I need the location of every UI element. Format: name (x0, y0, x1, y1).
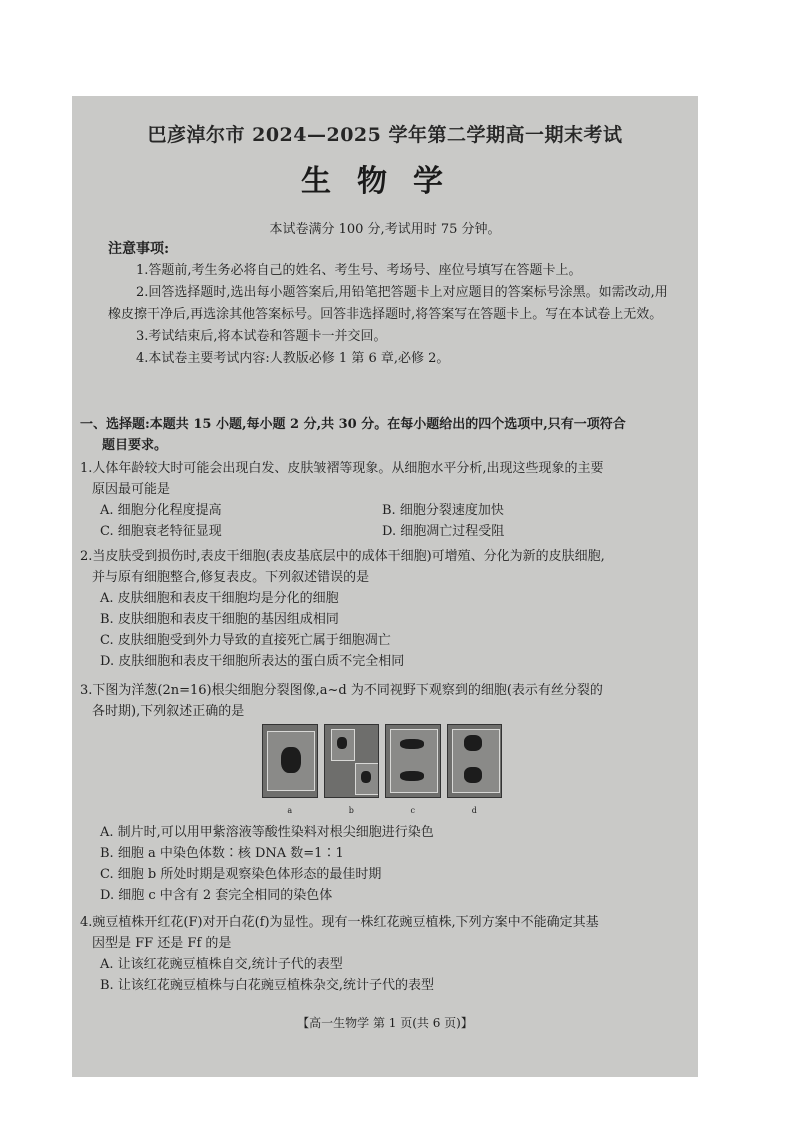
section-line-1: 一、选择题:本题共 15 小题,每小题 2 分,共 30 分。在每小题给出的四个选项中,只有一项符合 (80, 417, 626, 432)
micrograph-labels (262, 806, 502, 815)
question-1 (80, 458, 690, 542)
question-3 (80, 680, 690, 722)
exam-title: 巴彦淖尔市 2024—2025 学年第二学期高一期末考试 (147, 124, 623, 146)
option-a: A. 细胞分化程度提高 (100, 503, 222, 518)
option-d: D. 细胞凋亡过程受阻 (382, 524, 505, 539)
micrograph-b (324, 724, 380, 798)
micrograph-label: c (410, 806, 415, 815)
question-stem: 2.当皮肤受到损伤时,表皮干细胞(表皮基底层中的成体干细胞)可增殖、分化为新的皮肤细胞, (80, 549, 605, 564)
options (80, 954, 690, 996)
option-b: B. 细胞 a 中染色体数∶核 DNA 数=1∶1 (100, 846, 344, 861)
micrograph-label: a (287, 806, 293, 815)
options (80, 500, 690, 542)
notice-item: 2.回答选择题时,选出每小题答案后,用铅笔把答题卡上对应题目的答案标号涂黑。如需改动,用橡皮擦干净后,再选涂其他答案标号。回答非选择题时,将答案写在答题卡上。写在本试卷上无效。 (108, 285, 668, 322)
option-a: A. 皮肤细胞和表皮干细胞均是分化的细胞 (100, 591, 339, 606)
question-stem: 3.下图为洋葱(2n=16)根尖细胞分裂图像,a~d 为不同视野下观察到的细胞(表示有丝分裂的 (80, 683, 603, 698)
exam-sheet (72, 96, 698, 1077)
question-stem: 4.豌豆植株开红花(F)对开白花(f)为显性。现有一株红花豌豆植株,下列方案中不能确定其基 (80, 915, 599, 930)
page-footer: 【高一生物学 第 1 页(共 6 页)】 (297, 1016, 473, 1030)
option-d: D. 皮肤细胞和表皮干细胞所表达的蛋白质不完全相同 (100, 654, 405, 669)
option-b: B. 皮肤细胞和表皮干细胞的基因组成相同 (100, 612, 339, 627)
question-stem-cont: 各时期),下列叙述正确的是 (92, 704, 245, 719)
question-stem: 1.人体年龄较大时可能会出现白发、皮肤皱褶等现象。从细胞水平分析,出现这些现象的主要 (80, 461, 604, 476)
section-heading (80, 414, 690, 456)
notice-item: 4.本试卷主要考试内容:人教版必修 1 第 6 章,必修 2。 (136, 351, 450, 366)
notice-heading: 注意事项: (108, 241, 170, 257)
micrograph-d (447, 724, 503, 798)
option-d: D. 细胞 c 中含有 2 套完全相同的染色体 (100, 888, 333, 903)
subject-title: 生物学 (301, 164, 469, 199)
micrograph-c (385, 724, 441, 798)
section-line-2: 题目要求。 (102, 438, 168, 453)
notice-list (108, 260, 678, 370)
notice-item: 3.考试结束后,将本试卷和答题卡一并交回。 (136, 329, 387, 344)
option-a: A. 制片时,可以用甲紫溶液等酸性染料对根尖细胞进行染色 (100, 825, 434, 840)
option-c: C. 皮肤细胞受到外力导致的直接死亡属于细胞凋亡 (100, 633, 391, 648)
question-4 (80, 912, 690, 996)
option-a: A. 让该红花豌豆植株自交,统计子代的表型 (100, 957, 343, 972)
question-stem-cont: 并与原有细胞整合,修复表皮。下列叙述错误的是 (92, 570, 370, 585)
exam-info: 本试卷满分 100 分,考试用时 75 分钟。 (269, 222, 501, 237)
micrograph-label: b (348, 806, 354, 815)
micrograph-a (262, 724, 318, 798)
options (80, 588, 690, 672)
question-2 (80, 546, 690, 672)
question-3-options (80, 822, 690, 906)
notice-item: 1.答题前,考生务必将自己的姓名、考生号、考场号、座位号填写在答题卡上。 (136, 263, 582, 278)
options (80, 822, 690, 906)
question-stem-cont: 原因最可能是 (92, 482, 171, 497)
micrograph-panel (262, 724, 502, 804)
question-stem-cont: 因型是 FF 还是 Ff 的是 (92, 936, 232, 951)
option-c: C. 细胞衰老特征显现 (100, 524, 222, 539)
option-b: B. 细胞分裂速度加快 (382, 503, 504, 518)
option-c: C. 细胞 b 所处时期是观察染色体形态的最佳时期 (100, 867, 382, 882)
micrograph-label: d (471, 806, 477, 815)
option-b: B. 让该红花豌豆植株与白花豌豆植株杂交,统计子代的表型 (100, 978, 434, 993)
